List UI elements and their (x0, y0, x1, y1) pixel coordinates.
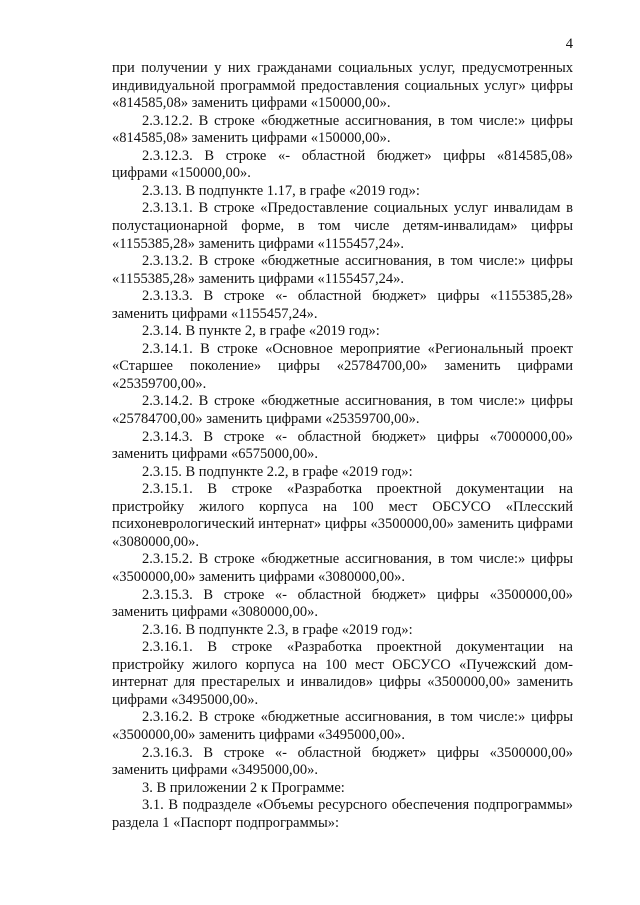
text-line: пристройку жилого корпуса на 100 мест ОБСУСО «Пучежский дом- (112, 656, 573, 673)
text-line: 2.3.13.3. В строке «- областной бюджет» цифры «1155385,28» (142, 288, 573, 305)
text-line: при получении у них гражданами социальных услуг, предусмотренных (112, 60, 573, 76)
text-line: индивидуальной программой предоставления социальных услуг» цифры (112, 77, 573, 94)
text-line: интернат для престарелых и инвалидов» цифры «3500000,00» заменить (112, 674, 573, 691)
text-line: 2.3.12.3. В строке «- областной бюджет» цифры «814585,08» (142, 147, 573, 164)
text-line: 2.3.12.2. В строке «бюджетные ассигнования, в том числе:» цифры (142, 112, 573, 129)
text-line: 2.3.16. В подпункте 2.3, в графе «2019 год»: (142, 621, 413, 638)
text-line: заменить цифрами «1155457,24». (112, 305, 318, 322)
text-line: «3500000,00» заменить цифрами «3495000,00». (112, 726, 406, 743)
text-line: заменить цифрами «6575000,00». (112, 446, 319, 463)
text-line: полустационарной форме, в том числе детям-инвалидам» цифры (112, 218, 573, 234)
text-line: 2.3.16.1. В строке «Разработка проектной документации на (142, 639, 573, 656)
text-line: 3.1. В подразделе «Объемы ресурсного обеспечения подпрограммы» (142, 797, 573, 814)
text-line: пристройку жилого корпуса на 100 мест ОБСУСО «Плесский (112, 498, 573, 515)
text-line: «25359700,00». (112, 375, 207, 392)
text-line: «1155385,28» заменить цифрами «1155457,24». (112, 270, 404, 287)
text-line: «25784700,00» заменить цифрами «25359700,00». (112, 411, 420, 427)
text-line: 3. В приложении 2 к Программе: (142, 779, 345, 796)
text-line: раздела 1 «Паспорт подпрограммы»: (112, 814, 339, 831)
text-line: заменить цифрами «3080000,00». (112, 604, 319, 621)
text-line: «3080000,00». (112, 533, 199, 550)
text-line: цифрами «150000,00». (112, 165, 251, 182)
text-line: «814585,08» заменить цифрами «150000,00». (112, 130, 391, 147)
text-line: заменить цифрами «3495000,00». (112, 762, 319, 778)
text-line: «1155385,28» заменить цифрами «1155457,24». (112, 235, 404, 252)
page-number: 4 (565, 36, 573, 52)
text-line: «Старшее поколение» цифры «25784700,00» заменить цифрами (112, 358, 573, 375)
text-line: 2.3.14.1. В строке «Основное мероприятие «Региональный проект (142, 340, 573, 357)
text-line: цифрами «3495000,00». (112, 691, 259, 708)
text-line: 2.3.15.2. В строке «бюджетные ассигнования, в том числе:» цифры (142, 551, 573, 568)
text-line: 2.3.14.3. В строке «- областной бюджет» цифры «7000000,00» (142, 428, 573, 445)
text-line: 2.3.15.1. В строке «Разработка проектной документации на (142, 481, 573, 498)
text-line: 2.3.14. В пункте 2, в графе «2019 год»: (142, 323, 380, 340)
text-line: 2.3.15. В подпункте 2.2, в графе «2019 год»: (142, 463, 413, 480)
text-line: 2.3.16.3. В строке «- областной бюджет» цифры «3500000,00» (142, 744, 573, 761)
text-line: «814585,08» заменить цифрами «150000,00». (112, 95, 391, 112)
text-line: 2.3.16.2. В строке «бюджетные ассигнования, в том числе:» цифры (142, 709, 573, 726)
text-line: 2.3.13.1. В строке «Предоставление социальных услуг инвалидам в (142, 200, 573, 217)
text-line: 2.3.13.2. В строке «бюджетные ассигнования, в том числе:» цифры (142, 253, 573, 270)
text-line: 2.3.15.3. В строке «- областной бюджет» цифры «3500000,00» (142, 586, 573, 603)
text-line: «3500000,00» заменить цифрами «3080000,00». (112, 569, 406, 585)
text-line: 2.3.14.2. В строке «бюджетные ассигнования, в том числе:» цифры (142, 393, 573, 410)
text-line: психоневрологический интернат» цифры «3500000,00» заменить цифрами (112, 516, 573, 533)
text-line: 2.3.13. В подпункте 1.17, в графе «2019 год»: (142, 182, 420, 199)
